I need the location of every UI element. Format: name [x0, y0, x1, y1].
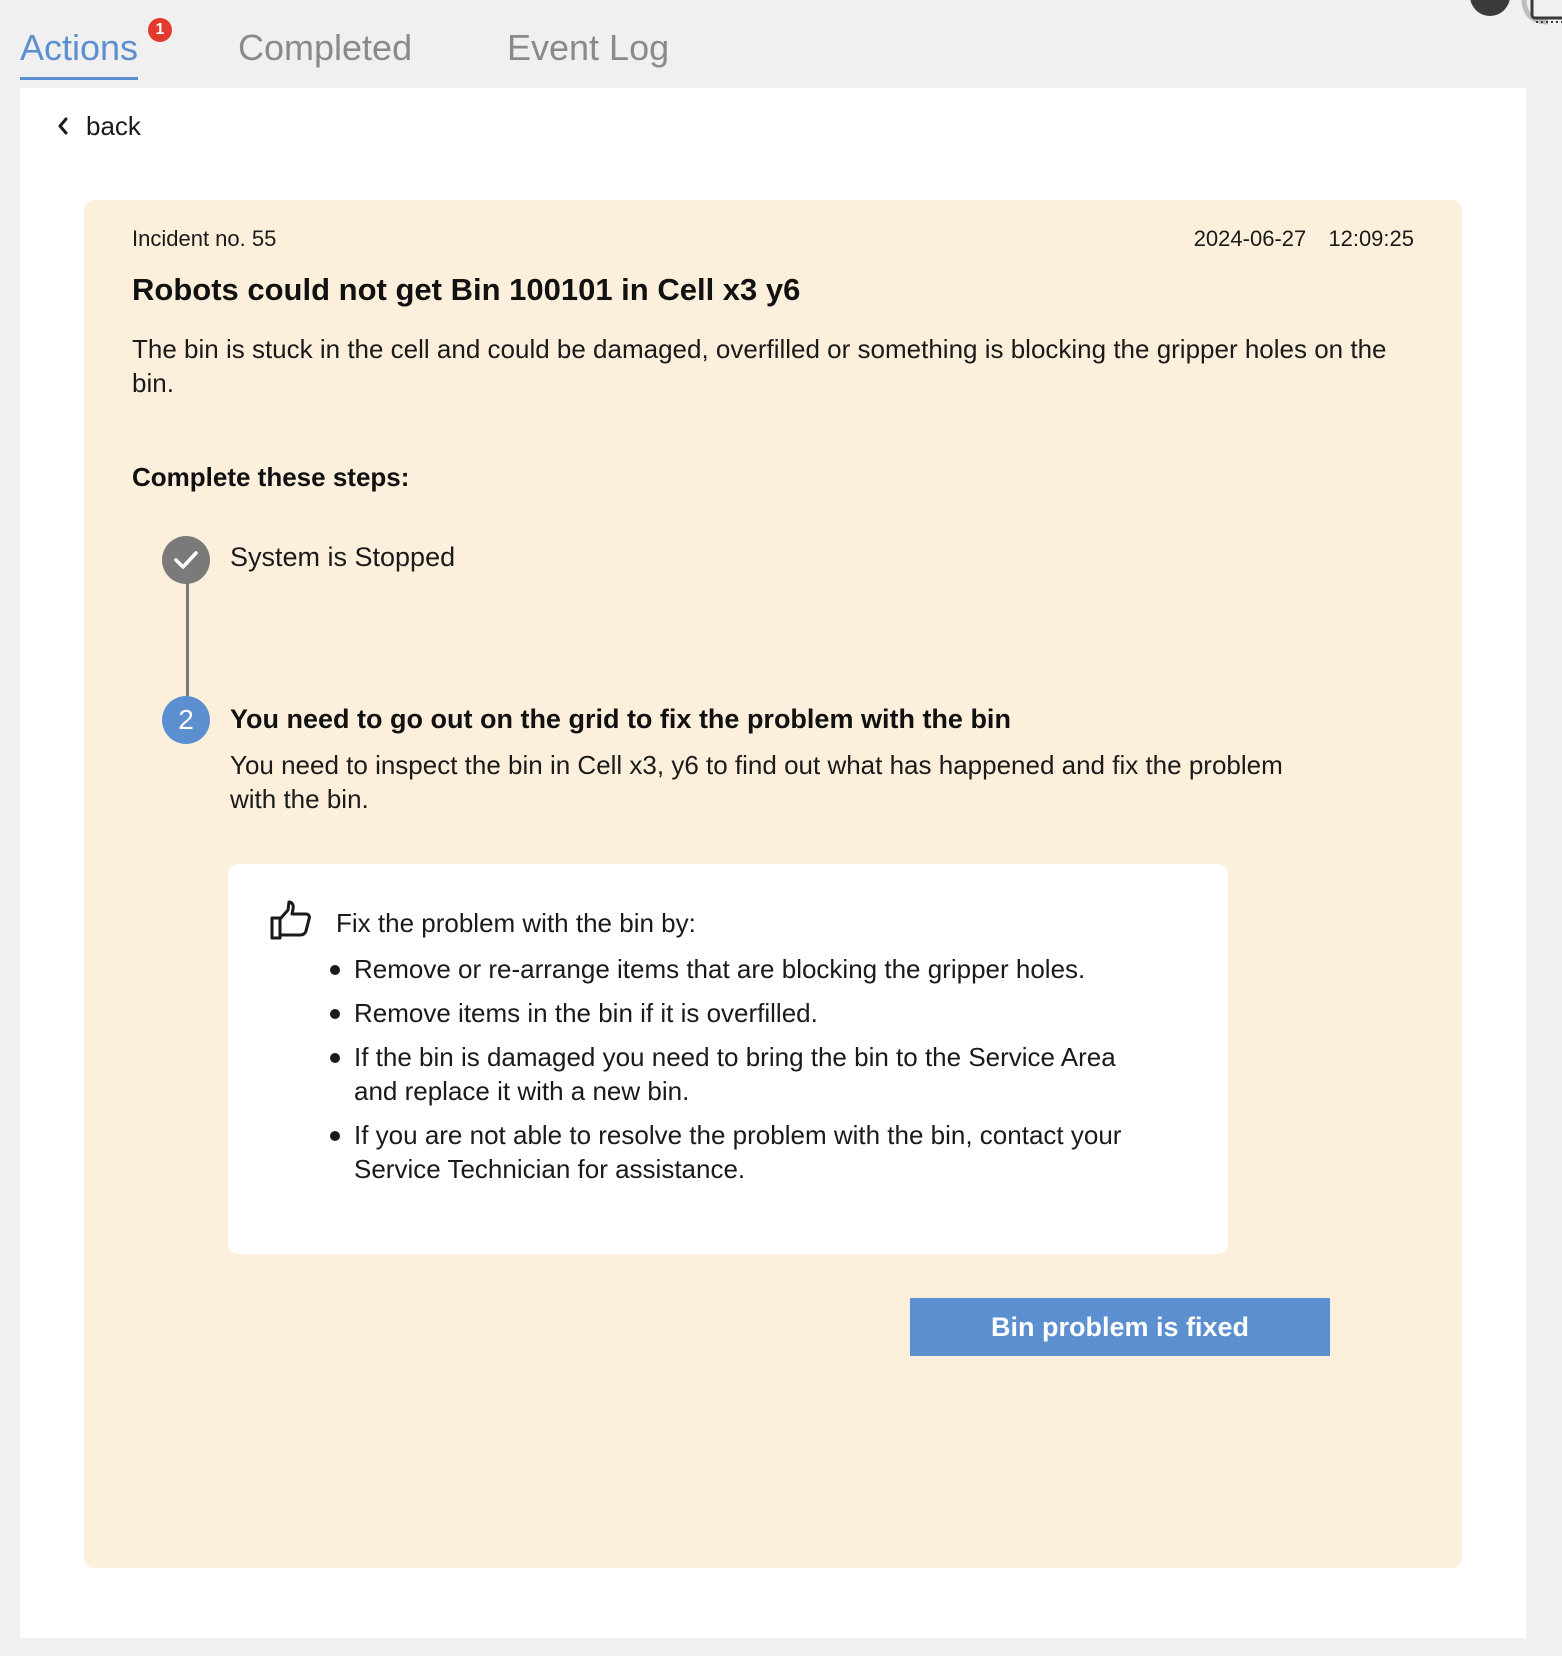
list-item: If the bin is damaged you need to bring the bin to the Service Area and replace it with a new bin. — [328, 1040, 1148, 1108]
notification-badge: 1 — [148, 18, 172, 42]
tab-event-log[interactable] — [507, 18, 669, 78]
list-item: If you are not able to resolve the problem with the bin, contact your Service Technician for assistance. — [328, 1118, 1148, 1186]
toolbar-icons — [1462, 0, 1562, 30]
step-2-title: You need to go out on the grid to fix the problem with the bin — [230, 704, 1011, 734]
instructions-box — [228, 864, 1228, 1254]
step-2-description: You need to inspect the bin in Cell x3, y6 to find out what has happened and fix the problem with the bin. — [230, 750, 1283, 814]
main-panel — [20, 88, 1526, 1638]
tab-actions-label: Actions — [20, 27, 139, 68]
step-2-number: 2 — [162, 696, 210, 744]
list-item: Remove items in the bin if it is overfilled. — [328, 996, 1148, 1030]
back-button[interactable] — [56, 106, 141, 146]
tab-event-log-label: Event Log — [507, 27, 670, 68]
tab-actions[interactable] — [20, 18, 165, 78]
step-1-label: System is Stopped — [230, 542, 456, 572]
instructions-list — [328, 952, 1148, 1196]
steps-heading: Complete these steps: — [132, 462, 410, 492]
tab-completed-label: Completed — [238, 27, 413, 68]
top-right-toolbar — [1462, 0, 1562, 30]
incident-number: Incident no. 55 — [132, 226, 277, 251]
check-icon — [162, 536, 210, 584]
incident-date: 2024-06-27 — [1193, 226, 1307, 251]
thumbs-up-icon — [268, 898, 314, 944]
list-item: Remove or re-arrange items that are blocking the gripper holes. — [328, 952, 1148, 986]
incident-card — [84, 200, 1462, 1568]
chevron-left-icon — [56, 106, 86, 146]
incident-title: Robots could not get Bin 100101 in Cell x3 y6 — [132, 272, 801, 307]
incident-timestamp — [1194, 226, 1414, 252]
back-label: back — [86, 111, 141, 141]
instructions-heading: Fix the problem with the bin by: — [336, 908, 696, 938]
incident-time: 12:09:25 — [1328, 226, 1414, 251]
bin-problem-fixed-button[interactable]: Bin problem is fixed — [910, 1298, 1330, 1356]
tab-completed[interactable] — [238, 18, 412, 78]
incident-description: The bin is stuck in the cell and could be damaged, overfilled or something is blocking the gripper holes on the bin. — [132, 334, 1387, 398]
